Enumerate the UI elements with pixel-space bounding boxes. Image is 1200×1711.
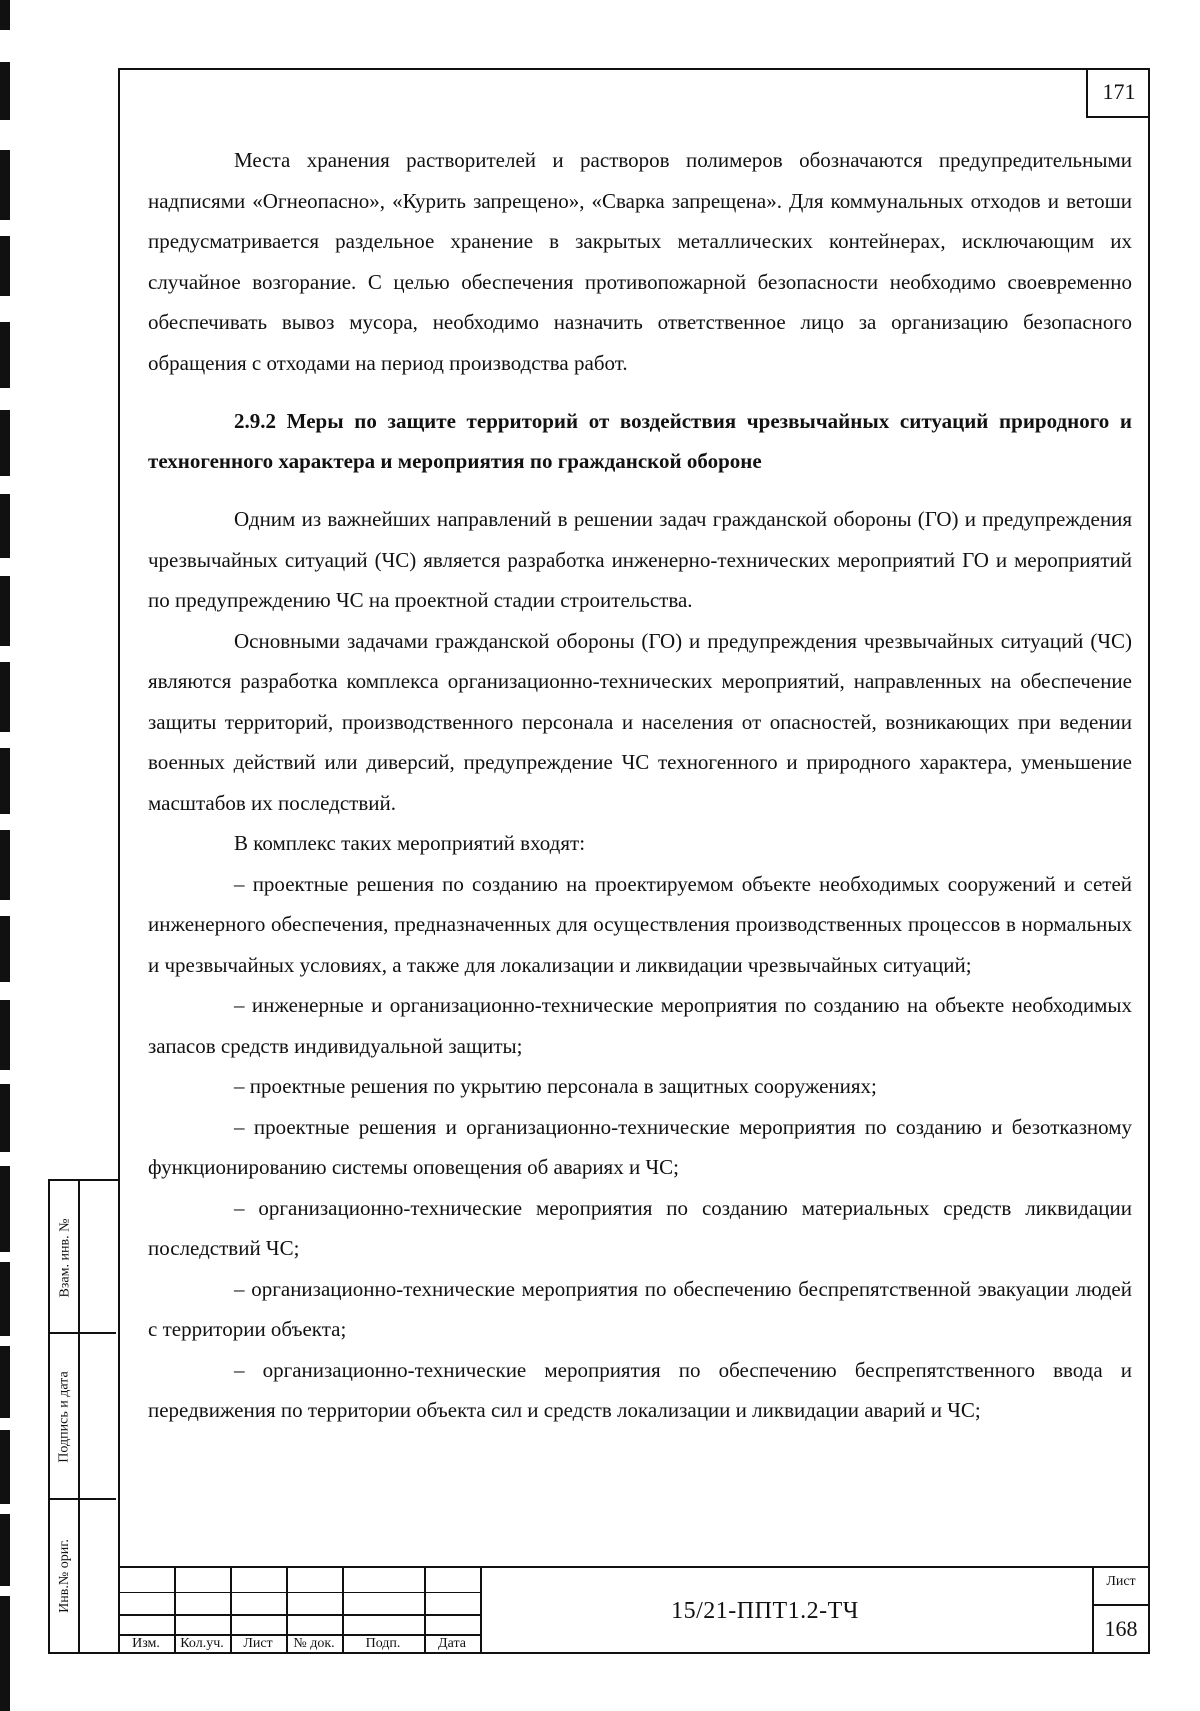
scan-edge-mark [0, 1166, 10, 1252]
page-number-top: 171 [1086, 68, 1150, 118]
scan-edge-mark [0, 0, 10, 30]
scan-edge-mark [0, 662, 10, 732]
scan-edge-mark [0, 1000, 10, 1070]
paragraph: Места хранения растворителей и растворов полимеров обозначаются предупредительными надписями «Огнеопасно», «Курить запрещено», «Сварка запрещена». Для коммунальных отходов и ветоши предусматривается раздельное хранение в закрытых металлических контейнерах, исключающим их случайное возгорание. С целью обеспечения противопожарной безопасности необходимо своевременно обеспечивать вывоз мусора, необходимо назначить ответственное лицо за организацию безопасного обращения с отходами на период производства работ. [148, 148, 1132, 375]
sheet-label: Лист [1106, 1574, 1136, 1589]
list-item: – организационно-технические мероприятия по обеспечению беспрепятственной эвакуации людей с территории объекта; [148, 1276, 1132, 1341]
document-code: 15/21-ППТ1.2-ТЧ [671, 1597, 859, 1624]
sidebar-cell-inv-orig [50, 1500, 116, 1652]
sidebar-label-vzam-inv: Взам. инв. № [57, 1218, 72, 1297]
list-item: – проектные решения по созданию на проектируемом объекте необходимых сооружений и сетей инженерного обеспечения, предназначенных для осуществления производственных процессов в нормальных и чрезвычайных условиях, а также для локализации и ликвидации чрезвычайных ситуаций; [148, 871, 1132, 977]
scan-edge-mark [0, 1514, 10, 1586]
scan-edge-mark [0, 236, 10, 296]
scan-edge-mark [0, 322, 10, 388]
scan-edge-mark [0, 150, 10, 220]
title-block [118, 1566, 1150, 1654]
list-item: – проектные решения по укрытию персонала в защитных сооружениях; [234, 1074, 877, 1098]
col-label-kol-uch: Кол.уч. [180, 1636, 224, 1651]
scan-edge-mark [0, 1346, 10, 1418]
scan-edge-mark [0, 62, 10, 120]
scan-edge-mark [0, 1084, 10, 1152]
col-label-list: Лист [243, 1636, 273, 1651]
sidebar-divider [78, 1500, 80, 1652]
list-item: – инженерные и организационно-технические мероприятия по созданию на объекте необходимых запасов средств индивидуальной защиты; [148, 993, 1132, 1058]
list-item: – организационно-технические мероприятия по созданию материальных средств ликвидации последствий ЧС; [148, 1195, 1132, 1260]
paragraph: Основными задачами гражданской обороны (ГО) и предупреждения чрезвычайных ситуаций (ЧС) являются разработка комплекса организационно-технических мероприятий, направленных на обеспечение защиты территорий, производственного персонала и населения от опасностей, возникающих при ведении военных действий или диверсий, предупреждение ЧС техногенного и природного характера, уменьшение масштабов их последствий. [148, 628, 1132, 815]
section-heading: 2.9.2 Меры по защите территорий от воздействия чрезвычайных ситуаций природного и техногенного характера и мероприятия по гражданской обороне [148, 409, 1132, 473]
sidebar-divider [78, 1181, 80, 1332]
sidebar-label-inv-orig: Инв.№ ориг. [57, 1539, 73, 1613]
list-item: – проектные решения и организационно-технические мероприятия по созданию и безотказному функционированию системы оповещения об авариях и ЧС; [148, 1114, 1132, 1179]
scan-edge-mark [0, 830, 10, 900]
scan-edge-mark [0, 1596, 10, 1711]
document-body [148, 140, 1132, 1431]
col-label-data: Дата [438, 1636, 466, 1651]
scan-edge-mark [0, 494, 10, 558]
scan-edge-mark [0, 748, 10, 814]
col-label-no-dok: № док. [293, 1636, 335, 1651]
sidebar-label-podpis-data: Подпись и дата [57, 1371, 73, 1463]
col-label-izm: Изм. [132, 1636, 160, 1651]
scan-edge-mark [0, 410, 10, 476]
sidebar-cell-vzam [50, 1181, 116, 1334]
scan-edge-mark [0, 576, 10, 646]
scan-edge-mark [0, 1262, 10, 1336]
sheet-number: 168 [1094, 1604, 1148, 1642]
list-item: – организационно-технические мероприятия по обеспечению беспрепятственного ввода и передвижения по территории объекта сил и средств локализации и ликвидации аварий и ЧС; [148, 1357, 1132, 1422]
revision-grid [118, 1568, 480, 1654]
sheet-box [1092, 1568, 1148, 1654]
scan-edge-mark [0, 1430, 10, 1504]
sidebar-cell-podpis [50, 1334, 116, 1500]
paragraph: Одним из важнейших направлений в решении задач гражданской обороны (ГО) и предупреждения чрезвычайных ситуаций (ЧС) является разработка инженерно-технических мероприятий ГО и мероприятий по предупреждению ЧС на проектной стадии строительства. [148, 507, 1132, 612]
col-label-podp: Подп. [365, 1636, 401, 1651]
sidebar-stamp [48, 1179, 118, 1654]
sidebar-divider [78, 1334, 80, 1498]
scan-edge-mark [0, 916, 10, 982]
paragraph: В комплекс таких мероприятий входят: [234, 831, 586, 855]
